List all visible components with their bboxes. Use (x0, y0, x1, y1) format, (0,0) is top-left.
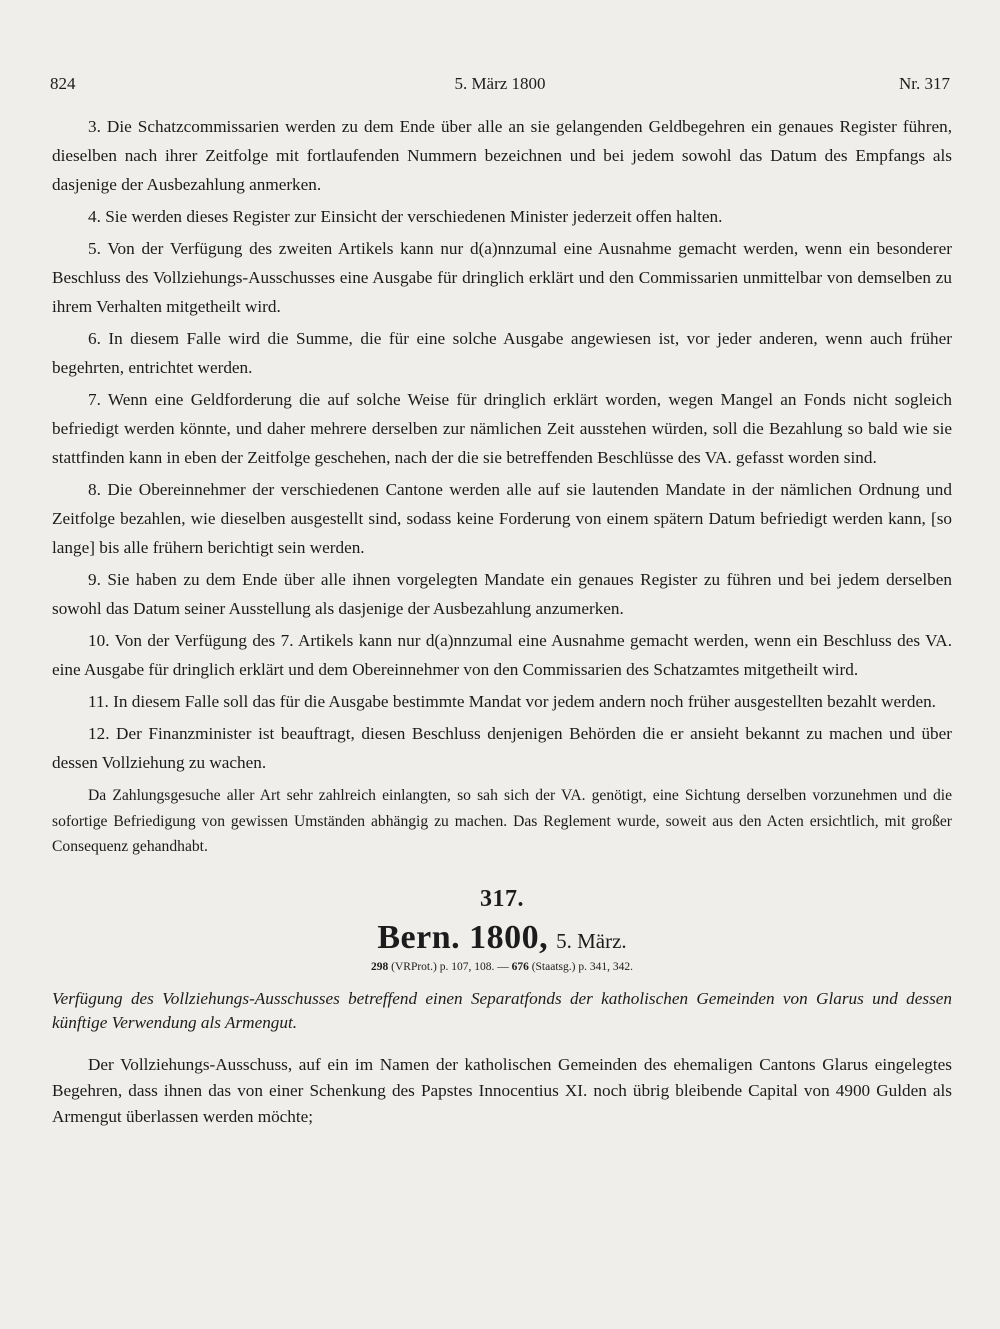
page-header (50, 74, 950, 102)
article-6: 6. In diesem Falle wird die Summe, die für eine solche Ausgabe angewiesen ist, vor jeder anderen, wenn auch früher begehrten, entrichtet werden. (52, 329, 952, 377)
document-number-header: Nr. 317 (899, 74, 950, 93)
source-references (52, 961, 952, 973)
article-8: 8. Die Obereinnehmer der verschiedenen Cantone werden alle auf sie lautenden Mandate in der nämlichen Ordnung und Zeitfolge bezahlen, wie dieselben ausgestellt sind, sodass keine Forderung von einem spätern Datum befriedigt werden kann, [so lange] bis alle frühern berichtigt sein werden. (52, 480, 952, 557)
article-5: 5. Von der Verfügung des zweiten Artikels kann nur d(a)nnzumal eine Ausnahme gemacht werden, wenn ein besonderer Beschluss des Vollziehungs-Ausschusses eine Ausgabe für dringlich erklärt und den Commissarien unmittelbar von demselben zu ihrem Verhalten mitgetheilt wird. (52, 239, 952, 316)
decree-text: Der Vollziehungs-Ausschuss, auf ein im Namen der katholischen Gemeinden des ehemaligen Cantons Glarus eingelegtes Begehren, dass ihnen das von einer Schenkung des Papstes Innocentius XI. noch übrig bleibende Capital von 4900 Gulden als Armengut überlassen werden möchte; (52, 1054, 952, 1126)
place-year: Bern. 1800, (377, 918, 549, 956)
source-a-text: (VRProt.) p. 107, 108. — (388, 960, 512, 973)
place-date-line (52, 919, 952, 957)
article-12: 12. Der Finanzminister ist beauftragt, diesen Beschluss denjenigen Behörden die er ansieht bekannt zu machen und über dessen Vollziehung zu wachen. (52, 724, 952, 772)
article-9: 9. Sie haben zu dem Ende über alle ihnen vorgelegten Mandate ein genaues Register zu führen und bei jedem derselben sowohl das Datum seiner Ausstellung als dasjenige der Ausbezahlung anzumerken. (52, 570, 952, 618)
document-summary: Verfügung des Vollziehungs-Ausschusses betreffend einen Separatfonds der katholischen Gemeinden von Glarus und dessen künftige Verwendung als Armengut. (52, 988, 952, 1032)
article-4: 4. Sie werden dieses Register zur Einsicht der verschiedenen Minister jederzeit offen halten. (88, 207, 723, 226)
article-11: 11. In diesem Falle soll das für die Ausgabe bestimmte Mandat vor jedem andern noch früher ausgestellten bezahlt werden. (88, 692, 936, 711)
page-number: 824 (50, 74, 76, 93)
article-3: 3. Die Schatzcommissarien werden zu dem Ende über alle an sie gelangenden Geldbegehren ein genaues Register führen, dieselben nach ihrer Zeitfolge mit fortlaufenden Nummern bezeichnen und bei jedem sowohl das Datum des Empfangs als dasjenige der Ausbezahlung anmerken. (52, 117, 952, 194)
source-b-number: 676 (511, 960, 529, 973)
editorial-note: Da Zahlungsgesuche aller Art sehr zahlreich einlangten, so sah sich der VA. genötigt, eine Sichtung derselben vorzunehmen und die sofortige Befriedigung von gewissen Umständen abhängig zu machen. Das Reglement wurde, soweit aus den Acten ersichtlich, mit großer Consequenz gehandhabt. (52, 787, 952, 855)
article-10: 10. Von der Verfügung des 7. Artikels kann nur d(a)nnzumal eine Ausnahme gemacht werden, wenn ein Beschluss des VA. eine Ausgabe für dringlich erklärt und dem Obereinnehmer von den Commissarien des Schatzamtes mitgetheilt wird. (52, 631, 952, 679)
article-7: 7. Wenn eine Geldforderung die auf solche Weise für dringlich erklärt worden, wegen Mangel an Fonds nicht sogleich befriedigt werden könnte, und daher mehrere derselben zur nämlichen Zeit ausstehen würden, soll die Bezahlung so bald wie sie stattfinden kann in eben der Zeitfolge geschehen, nach der die sie betreffenden Beschlüsse des VA. gefasst worden sind. (52, 390, 952, 467)
header-date: 5. März 1800 (454, 74, 546, 93)
source-a-number: 298 (371, 960, 389, 973)
page-body (52, 112, 952, 1147)
source-b-text: (Staatsg.) p. 341, 342. (528, 960, 633, 973)
document-number: 317. (480, 885, 524, 912)
document-date: 5. März. (556, 928, 627, 953)
